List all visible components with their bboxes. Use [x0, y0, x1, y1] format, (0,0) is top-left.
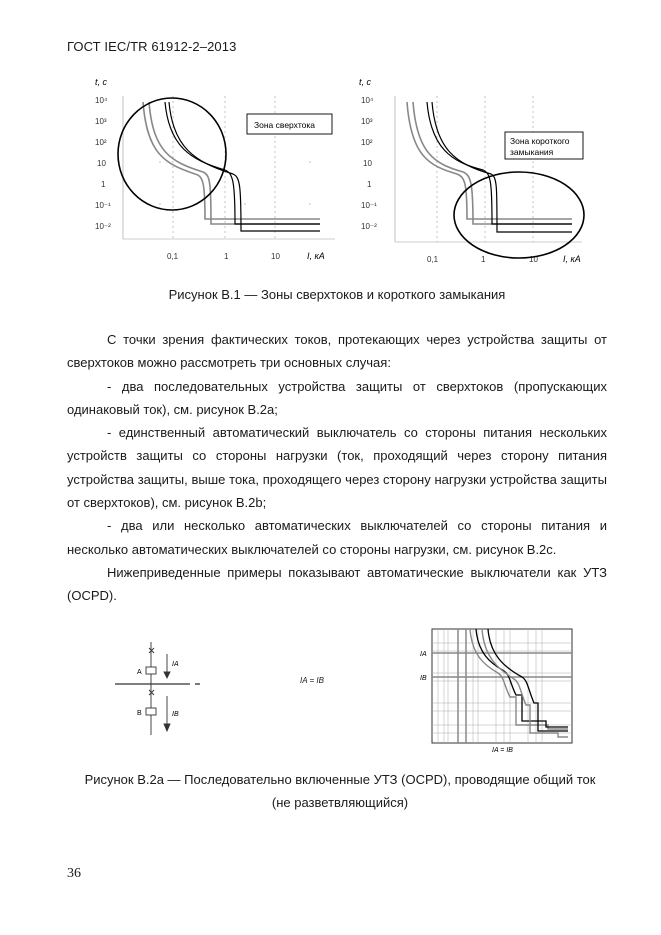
y-tick: 10³ — [361, 117, 373, 126]
y-tick: 10² — [95, 138, 107, 147]
figure-b2a-caption-line2: (не разветвляющийся) — [271, 795, 409, 810]
chart-bottom-label: IA = IB — [492, 747, 513, 754]
y-tick: 10⁻² — [95, 222, 111, 231]
y-tick: 1 — [367, 180, 372, 189]
y-tick: 10⁻¹ — [361, 201, 377, 210]
x-tick: 10 — [529, 255, 538, 264]
body-text — [67, 328, 607, 608]
device-a-label: A — [137, 669, 142, 676]
trip-curve-gray-outer — [407, 102, 572, 219]
chart-label-a: IA — [420, 651, 427, 658]
y-axis-label: t, c — [359, 77, 372, 87]
zone-label-line1: Зона короткого — [510, 136, 570, 146]
page-number: 36 — [67, 866, 81, 881]
figure-b2a-caption-line1: Рисунок В.2а — Последовательно включенные УТЗ (OCPD), проводящие общий ток — [84, 772, 596, 787]
y-tick: 10⁴ — [95, 96, 108, 105]
zone-label-line2: замыкания — [510, 147, 554, 157]
x-tick: 1 — [481, 255, 486, 264]
y-tick: 10⁻² — [361, 222, 377, 231]
curve-a-black — [476, 629, 568, 727]
figure-b1-caption: Рисунок В.1 — Зоны сверхтоков и короткого замыкания — [168, 287, 506, 302]
paragraph: Нижеприведенные примеры показывают автоматические выключатели как УТЗ (OCPD). — [67, 564, 607, 604]
overcurrent-zone-chart — [85, 74, 340, 274]
x-tick: 0,1 — [167, 252, 179, 261]
document-header: ГОСТ IEC/TR 61912-2–2013 — [67, 39, 237, 54]
x-tick: 1 — [224, 252, 229, 261]
x-tick: 0,1 — [427, 255, 439, 264]
y-tick: 10 — [363, 159, 372, 168]
series-circuit-schematic — [105, 640, 215, 745]
y-tick: 10⁻¹ — [95, 201, 111, 210]
x-axis-label: I, кА — [307, 251, 325, 261]
zone-label: Зона сверхтока — [254, 120, 315, 130]
y-axis-label: t, c — [95, 77, 108, 87]
paragraph: - два или несколько автоматических выключателей со стороны питания и несколько автоматических выключателей со стороны нагрузки, см. рисунок В.2с. — [67, 518, 607, 557]
x-tick: 10 — [271, 252, 280, 261]
y-tick: 1 — [101, 180, 106, 189]
y-tick: 10² — [361, 138, 373, 147]
overcurrent-zone-ellipse — [118, 98, 226, 210]
y-tick: 10⁴ — [361, 96, 374, 105]
paragraph: С точки зрения фактических токов, протекающих через устройства защиты от сверхтоков можно рассмотреть три основных случая: — [67, 332, 607, 371]
chart-label-b: IB — [420, 675, 427, 682]
trip-curve-black-1 — [427, 102, 572, 224]
current-equation: IA = IB — [300, 676, 324, 685]
current-a-label: IA — [172, 661, 179, 668]
trip-curve-black-2 — [432, 102, 572, 232]
x-axis-label: I, кА — [563, 254, 581, 264]
short-circuit-zone-chart — [357, 74, 597, 274]
paragraph: - два последовательных устройства защиты от сверхтоков (пропускающих одинаковый ток), см. рисунок В.2а; — [67, 378, 607, 417]
paragraph: - единственный автоматический выключатель со стороны питания нескольких устройств защиты со стороны нагрузки (ток, проходящий через сторону питания устройства защиты, выше тока, проходящего через сторону нагрузки устройства защиты от сверхтоков), см. рисунок В.2b; — [67, 425, 607, 511]
series-selectivity-chart — [418, 625, 578, 755]
y-tick: 10³ — [95, 117, 107, 126]
device-b-label: B — [137, 710, 142, 717]
current-b-label: IB — [172, 711, 179, 718]
y-tick: 10 — [97, 159, 106, 168]
